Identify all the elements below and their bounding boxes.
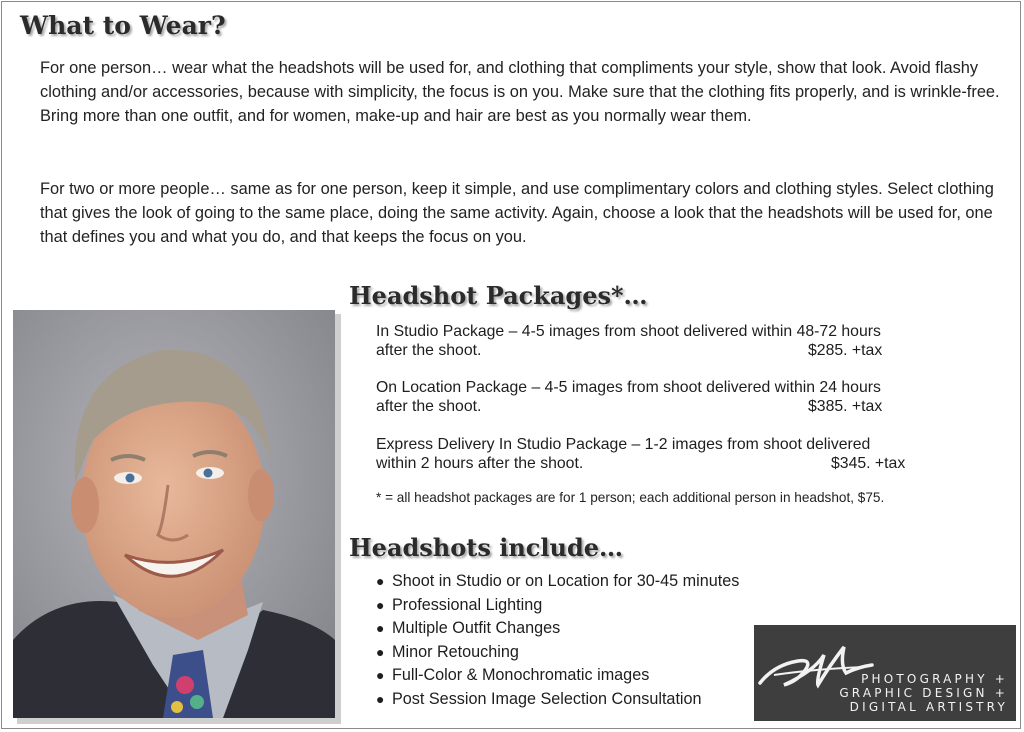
logo-line-photography: PHOTOGRAPHY + — [861, 672, 1008, 686]
one-person-paragraph: For one person… wear what the headshots will be used for, and clothing that compliments your style, show that look. Avoid flashy clothing and/or accessories, because with simplicity, the focus is on you. Make sure that the clothing fits properly, and is wrinkle-free. Bring more than one outfit, and for women, make-up and hair are best as you normally wear them. — [40, 59, 1000, 125]
what-to-wear-heading: What to Wear? — [20, 11, 226, 40]
package-description-cont: within 2 hours after the shoot. — [376, 455, 584, 472]
bullet-icon: ● — [376, 690, 385, 707]
package-on-location — [376, 378, 976, 416]
list-item: ● Professional Lighting — [376, 594, 739, 618]
package-description: Express Delivery In Studio Package – 1-2 images from shoot delivered — [376, 436, 871, 453]
package-description: On Location Package – 4-5 images from shoot delivered within 24 hours — [376, 379, 881, 396]
list-item: ● Post Session Image Selection Consultation — [376, 688, 739, 712]
list-item: ● Multiple Outfit Changes — [376, 617, 739, 641]
list-item: ● Shoot in Studio or on Location for 30-45 minutes — [376, 570, 739, 594]
package-price: $285. +tax — [808, 342, 883, 359]
logo-line-digital-artistry: DIGITAL ARTISTRY — [849, 700, 1008, 714]
package-description-cont: after the shoot. — [376, 398, 482, 415]
bullet-icon: ● — [376, 596, 385, 613]
package-express-delivery — [376, 435, 976, 473]
list-item: ● Minor Retouching — [376, 641, 739, 665]
list-item: ● Full-Color & Monochromatic images — [376, 664, 739, 688]
studio-logo — [754, 625, 1016, 721]
package-description: In Studio Package – 4-5 images from shoot delivered within 48-72 hours — [376, 323, 881, 340]
package-in-studio — [376, 322, 976, 360]
group-paragraph: For two or more people… same as for one person, keep it simple, and use complimentary colors and clothing styles. Select clothing that gives the look of going to the same place, doing the same activity. Again, choose a look that the headshots will be used for, one that defines you and what you do, and that keeps the focus on you. — [40, 180, 994, 246]
bullet-icon: ● — [376, 620, 385, 637]
bullet-icon: ● — [376, 667, 385, 684]
bullet-icon: ● — [376, 643, 385, 660]
headshots-include-heading: Headshots include… — [349, 533, 623, 562]
packages-footnote: * = all headshot packages are for 1 person; each additional person in headshot, $75. — [376, 490, 885, 505]
bullet-icon: ● — [376, 573, 385, 589]
headshot-packages-heading: Headshot Packages*… — [349, 281, 648, 310]
portrait-photo — [13, 310, 335, 718]
logo-line-graphic-design: GRAPHIC DESIGN + — [839, 686, 1008, 700]
package-price: $385. +tax — [808, 398, 883, 415]
includes-list — [376, 570, 739, 712]
package-price: $345. +tax — [831, 455, 906, 472]
package-description-cont: after the shoot. — [376, 342, 482, 359]
